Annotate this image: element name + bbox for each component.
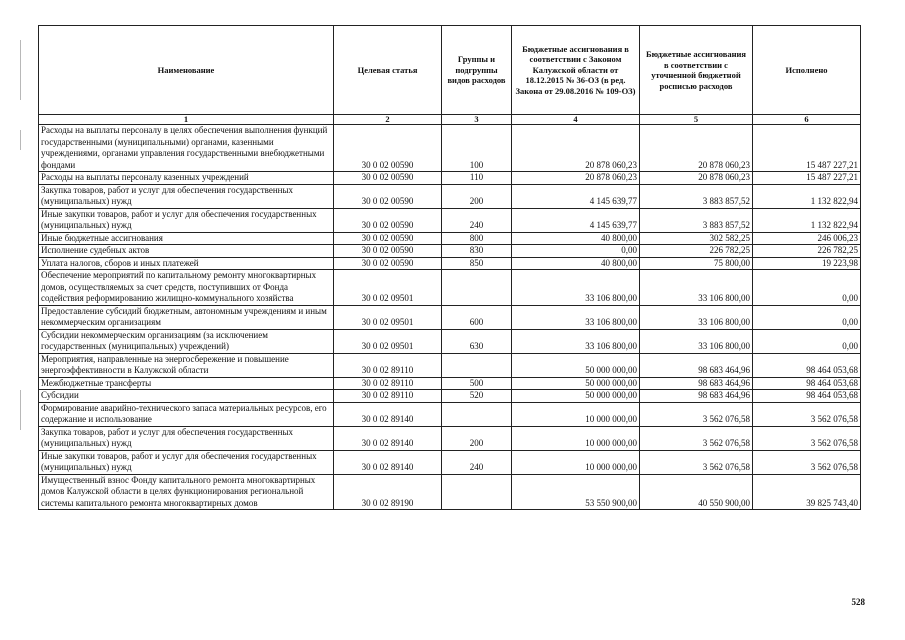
- row-expense-group-cell: 500: [442, 377, 512, 390]
- row-law-amount-cell: 20 878 060,23: [512, 172, 640, 185]
- page-number: 528: [851, 597, 865, 607]
- row-expense-group-cell: [442, 353, 512, 377]
- table-row: [39, 245, 861, 258]
- row-expense-group-cell: 520: [442, 390, 512, 403]
- row-target-article-cell: 30 0 02 89140: [334, 426, 442, 450]
- row-expense-group-cell: [442, 402, 512, 426]
- table-row: [39, 257, 861, 270]
- row-executed-amount-cell: 15 487 227,21: [753, 125, 861, 172]
- row-target-article-cell: 30 0 02 89110: [334, 390, 442, 403]
- column-number-row: [39, 115, 861, 125]
- scan-margin-line: [20, 390, 21, 430]
- column-number: 3: [442, 115, 512, 125]
- row-law-amount-cell: 40 800,00: [512, 257, 640, 270]
- row-plan-amount-cell: 20 878 060,23: [640, 125, 753, 172]
- table-row: [39, 474, 861, 510]
- row-expense-group-cell: 850: [442, 257, 512, 270]
- table-row: [39, 184, 861, 208]
- row-law-amount-cell: 4 145 639,77: [512, 184, 640, 208]
- row-plan-amount-cell: 75 800,00: [640, 257, 753, 270]
- row-expense-group-cell: 110: [442, 172, 512, 185]
- scan-margin-line: [20, 40, 21, 100]
- row-plan-amount-cell: 98 683 464,96: [640, 390, 753, 403]
- table-row: [39, 390, 861, 403]
- row-executed-amount-cell: 1 132 822,94: [753, 208, 861, 232]
- header-executed: Исполнено: [753, 26, 861, 115]
- row-expense-group-cell: [442, 474, 512, 510]
- row-executed-amount-cell: 3 562 076,58: [753, 402, 861, 426]
- table-row: [39, 377, 861, 390]
- table-row: [39, 329, 861, 353]
- row-plan-amount-cell: 3 562 076,58: [640, 402, 753, 426]
- table-row: [39, 232, 861, 245]
- row-law-amount-cell: 20 878 060,23: [512, 125, 640, 172]
- column-number: 2: [334, 115, 442, 125]
- row-name-cell: Иные закупки товаров, работ и услуг для обеспечения государственных (муниципальных) нужд: [39, 450, 334, 474]
- row-executed-amount-cell: 3 562 076,58: [753, 450, 861, 474]
- row-executed-amount-cell: 19 223,98: [753, 257, 861, 270]
- row-executed-amount-cell: 98 464 053,68: [753, 390, 861, 403]
- row-expense-group-cell: 240: [442, 208, 512, 232]
- row-expense-group-cell: 100: [442, 125, 512, 172]
- row-name-cell: Иные закупки товаров, работ и услуг для обеспечения государственных (муниципальных) нужд: [39, 208, 334, 232]
- row-target-article-cell: 30 0 02 00590: [334, 257, 442, 270]
- table-row: [39, 450, 861, 474]
- row-target-article-cell: 30 0 02 00590: [334, 232, 442, 245]
- row-expense-group-cell: [442, 270, 512, 306]
- row-name-cell: Закупка товаров, работ и услуг для обеспечения государственных (муниципальных) нужд: [39, 184, 334, 208]
- row-name-cell: Субсидии некоммерческим организациям (за исключением государственных (муниципальных) учреждений): [39, 329, 334, 353]
- row-expense-group-cell: 830: [442, 245, 512, 258]
- row-name-cell: Предоставление субсидий бюджетным, автономным учреждениям и иным некоммерческим организациям: [39, 305, 334, 329]
- row-law-amount-cell: 10 000 000,00: [512, 402, 640, 426]
- row-executed-amount-cell: 98 464 053,68: [753, 353, 861, 377]
- table-row: [39, 208, 861, 232]
- row-executed-amount-cell: 1 132 822,94: [753, 184, 861, 208]
- row-target-article-cell: 30 0 02 00590: [334, 184, 442, 208]
- row-target-article-cell: 30 0 02 00590: [334, 208, 442, 232]
- row-name-cell: Иные бюджетные ассигнования: [39, 232, 334, 245]
- column-number: 5: [640, 115, 753, 125]
- header-plan-allocations: Бюджетные ассигнования в соответствии с уточненной бюджетной росписью расходов: [640, 26, 753, 115]
- row-plan-amount-cell: 3 883 857,52: [640, 208, 753, 232]
- row-plan-amount-cell: 33 106 800,00: [640, 329, 753, 353]
- row-plan-amount-cell: 33 106 800,00: [640, 270, 753, 306]
- row-target-article-cell: 30 0 02 89110: [334, 377, 442, 390]
- row-executed-amount-cell: 246 006,23: [753, 232, 861, 245]
- row-plan-amount-cell: 20 878 060,23: [640, 172, 753, 185]
- row-plan-amount-cell: 3 562 076,58: [640, 450, 753, 474]
- row-target-article-cell: 30 0 02 00590: [334, 245, 442, 258]
- row-law-amount-cell: 50 000 000,00: [512, 353, 640, 377]
- header-expense-groups: Группы и подгруппы видов расходов: [442, 26, 512, 115]
- row-executed-amount-cell: 0,00: [753, 305, 861, 329]
- table-row: [39, 353, 861, 377]
- row-executed-amount-cell: 39 825 743,40: [753, 474, 861, 510]
- scan-margin-line: [20, 130, 21, 150]
- row-law-amount-cell: 33 106 800,00: [512, 329, 640, 353]
- row-target-article-cell: 30 0 02 00590: [334, 125, 442, 172]
- row-law-amount-cell: 33 106 800,00: [512, 305, 640, 329]
- row-expense-group-cell: 200: [442, 184, 512, 208]
- row-expense-group-cell: 200: [442, 426, 512, 450]
- row-name-cell: Расходы на выплаты персоналу казенных учреждений: [39, 172, 334, 185]
- budget-execution-table: [38, 25, 861, 510]
- table-body: [39, 125, 861, 510]
- row-name-cell: Расходы на выплаты персоналу в целях обеспечения выполнения функций государственными (муниципальными) органами, казенными учреждениями, органами управления государственными внебюджетными фондами: [39, 125, 334, 172]
- row-target-article-cell: 30 0 02 89140: [334, 450, 442, 474]
- table-row: [39, 270, 861, 306]
- row-expense-group-cell: 800: [442, 232, 512, 245]
- column-number: 1: [39, 115, 334, 125]
- row-executed-amount-cell: 15 487 227,21: [753, 172, 861, 185]
- table-row: [39, 305, 861, 329]
- row-target-article-cell: 30 0 02 00590: [334, 172, 442, 185]
- row-law-amount-cell: 53 550 900,00: [512, 474, 640, 510]
- row-law-amount-cell: 40 800,00: [512, 232, 640, 245]
- column-number: 4: [512, 115, 640, 125]
- row-name-cell: Формирование аварийно-технического запаса материальных ресурсов, его содержание и использование: [39, 402, 334, 426]
- row-law-amount-cell: 10 000 000,00: [512, 426, 640, 450]
- row-expense-group-cell: 630: [442, 329, 512, 353]
- column-number: 6: [753, 115, 861, 125]
- row-executed-amount-cell: 3 562 076,58: [753, 426, 861, 450]
- row-name-cell: Исполнение судебных актов: [39, 245, 334, 258]
- row-plan-amount-cell: 40 550 900,00: [640, 474, 753, 510]
- row-expense-group-cell: 600: [442, 305, 512, 329]
- row-name-cell: Закупка товаров, работ и услуг для обеспечения государственных (муниципальных) нужд: [39, 426, 334, 450]
- row-executed-amount-cell: 98 464 053,68: [753, 377, 861, 390]
- header-name: Наименование: [39, 26, 334, 115]
- row-target-article-cell: 30 0 02 89110: [334, 353, 442, 377]
- row-target-article-cell: 30 0 02 89190: [334, 474, 442, 510]
- row-law-amount-cell: 50 000 000,00: [512, 377, 640, 390]
- table-row: [39, 125, 861, 172]
- row-name-cell: Имущественный взнос Фонду капитального ремонта многоквартирных домов Калужской области в целях функционирования региональной системы капитального ремонта многоквартирных домов: [39, 474, 334, 510]
- row-expense-group-cell: 240: [442, 450, 512, 474]
- row-plan-amount-cell: 98 683 464,96: [640, 377, 753, 390]
- row-plan-amount-cell: 226 782,25: [640, 245, 753, 258]
- row-name-cell: Субсидии: [39, 390, 334, 403]
- table-header-row: [39, 26, 861, 115]
- row-law-amount-cell: 33 106 800,00: [512, 270, 640, 306]
- row-target-article-cell: 30 0 02 89140: [334, 402, 442, 426]
- row-name-cell: Обеспечение мероприятий по капитальному ремонту многоквартирных домов, осуществляемых за счет средств, поступивших от Фонда содействия реформированию жилищно-коммунального хозяйства: [39, 270, 334, 306]
- row-name-cell: Уплата налогов, сборов и иных платежей: [39, 257, 334, 270]
- row-target-article-cell: 30 0 02 09501: [334, 329, 442, 353]
- row-name-cell: Межбюджетные трансферты: [39, 377, 334, 390]
- row-plan-amount-cell: 98 683 464,96: [640, 353, 753, 377]
- row-target-article-cell: 30 0 02 09501: [334, 305, 442, 329]
- row-law-amount-cell: 10 000 000,00: [512, 450, 640, 474]
- row-plan-amount-cell: 302 582,25: [640, 232, 753, 245]
- table-row: [39, 402, 861, 426]
- row-plan-amount-cell: 33 106 800,00: [640, 305, 753, 329]
- row-law-amount-cell: 50 000 000,00: [512, 390, 640, 403]
- table-row: [39, 172, 861, 185]
- row-target-article-cell: 30 0 02 09501: [334, 270, 442, 306]
- table-row: [39, 426, 861, 450]
- row-executed-amount-cell: 0,00: [753, 270, 861, 306]
- row-executed-amount-cell: 0,00: [753, 329, 861, 353]
- row-plan-amount-cell: 3 883 857,52: [640, 184, 753, 208]
- row-executed-amount-cell: 226 782,25: [753, 245, 861, 258]
- header-law-allocations: Бюджетные ассигнования в соответствии с Законом Калужской области от 18.12.2015 № 36-ОЗ (в ред. Закона от 29.08.2016 № 109-ОЗ): [512, 26, 640, 115]
- row-law-amount-cell: 4 145 639,77: [512, 208, 640, 232]
- row-name-cell: Мероприятия, направленные на энергосбережение и повышение энергоэффективности в Калужской области: [39, 353, 334, 377]
- header-target-article: Целевая статья: [334, 26, 442, 115]
- row-plan-amount-cell: 3 562 076,58: [640, 426, 753, 450]
- row-law-amount-cell: 0,00: [512, 245, 640, 258]
